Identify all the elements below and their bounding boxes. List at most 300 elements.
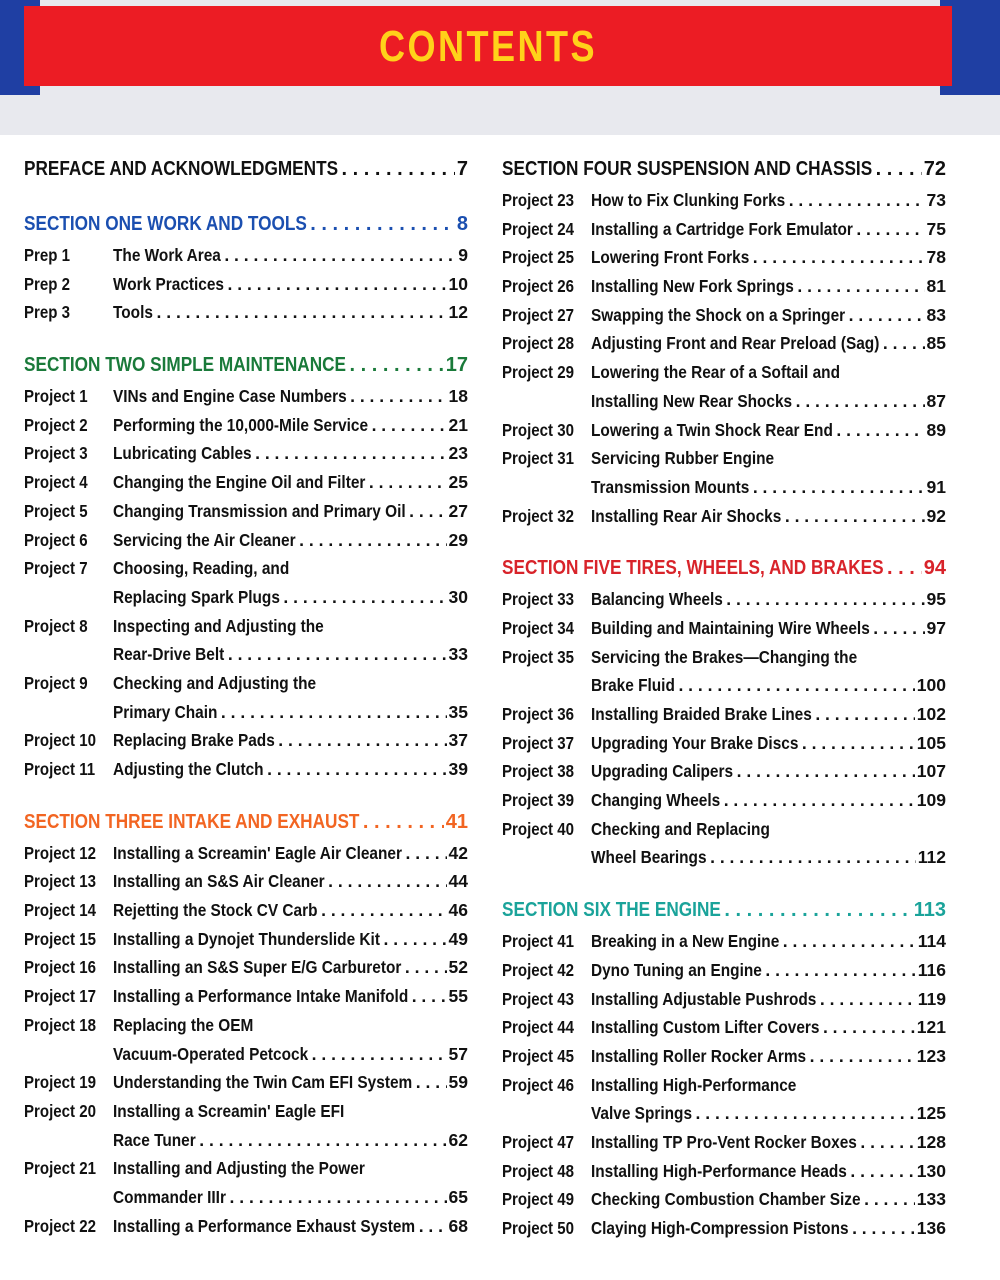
toc-entry-row[interactable] bbox=[502, 1157, 946, 1186]
entry-title: Choosing, Reading, and bbox=[113, 558, 290, 579]
entry-page: 109 bbox=[916, 790, 946, 811]
leader-dots bbox=[224, 241, 456, 270]
entry-page: 85 bbox=[926, 333, 946, 354]
toc-entry-row[interactable] bbox=[24, 612, 468, 641]
entry-title: Lowering the Rear of a Softail and bbox=[591, 362, 840, 383]
entry-number: Project 15 bbox=[24, 928, 96, 949]
header-banner bbox=[0, 0, 1000, 135]
entry-page: 136 bbox=[916, 1218, 946, 1238]
leader-dots bbox=[228, 270, 447, 299]
entry-page: 46 bbox=[448, 900, 468, 921]
toc-entry-row[interactable] bbox=[24, 468, 468, 497]
toc-entry-row[interactable] bbox=[24, 867, 468, 896]
entry-page: 49 bbox=[448, 928, 468, 949]
entry-number: Project 28 bbox=[502, 333, 574, 354]
section-page: 72 bbox=[923, 158, 946, 180]
right-sections bbox=[502, 152, 946, 1243]
entry-title: Lowering Front Forks bbox=[591, 247, 750, 268]
leader-dots bbox=[724, 786, 915, 815]
entry-page: 100 bbox=[916, 675, 946, 696]
entry-number: Project 35 bbox=[502, 646, 574, 667]
toc-entry-row[interactable] bbox=[502, 1185, 946, 1214]
leader-dots bbox=[416, 1068, 447, 1097]
leader-dots bbox=[363, 805, 444, 839]
entry-number: Project 43 bbox=[502, 988, 574, 1009]
toc-column-left bbox=[24, 152, 468, 1240]
leader-dots bbox=[310, 207, 455, 241]
entry-title: Installing New Rear Shocks bbox=[591, 390, 793, 411]
entry-title: Building and Maintaining Wire Wheels bbox=[591, 617, 870, 638]
entry-title: Installing High-Performance bbox=[591, 1074, 797, 1095]
leader-dots bbox=[765, 956, 915, 985]
toc-entry-row[interactable] bbox=[502, 444, 946, 473]
entry-number: Project 2 bbox=[24, 414, 88, 435]
leader-dots bbox=[342, 152, 455, 186]
section-page: 17 bbox=[445, 354, 468, 377]
entry-title: Upgrading Calipers bbox=[591, 761, 734, 782]
entry-title: Installing an S&S Super E/G Carburetor bbox=[113, 957, 402, 978]
entry-page: 123 bbox=[916, 1045, 946, 1066]
toc-entry-row[interactable] bbox=[502, 301, 946, 330]
entry-title: Installing a Dynojet Thunderslide Kit bbox=[113, 928, 380, 949]
toc-entry-row[interactable] bbox=[502, 329, 946, 358]
entry-page: 10 bbox=[448, 273, 468, 294]
section-heading-2[interactable] bbox=[24, 348, 468, 382]
toc-entry-row[interactable] bbox=[502, 473, 946, 502]
entry-title: Servicing the Air Cleaner bbox=[113, 529, 296, 550]
entry-page: 33 bbox=[448, 644, 468, 665]
entry-page: 62 bbox=[448, 1129, 468, 1150]
leader-dots bbox=[823, 1013, 915, 1042]
section-title: SECTION SIX THE ENGINE bbox=[502, 899, 721, 922]
toc-entry-row[interactable] bbox=[502, 700, 946, 729]
toc-entry-row[interactable] bbox=[24, 583, 468, 612]
entry-page: 105 bbox=[916, 732, 946, 753]
entry-title: Installing a Performance Intake Manifold bbox=[113, 986, 409, 1007]
toc-entry-row[interactable] bbox=[24, 1011, 468, 1040]
entry-number: Project 40 bbox=[502, 818, 574, 839]
leader-dots bbox=[696, 1099, 915, 1128]
toc-entry-row[interactable] bbox=[502, 1214, 946, 1243]
toc-entry-row[interactable] bbox=[24, 1068, 468, 1097]
entry-number: Project 46 bbox=[502, 1074, 574, 1095]
entry-page: 29 bbox=[448, 529, 468, 550]
banner-red-band bbox=[24, 6, 952, 86]
entry-number: Project 24 bbox=[502, 218, 574, 239]
toc-entry-row[interactable] bbox=[502, 671, 946, 700]
entry-page: 68 bbox=[448, 1215, 468, 1236]
toc-entry-row[interactable] bbox=[24, 497, 468, 526]
section-title: SECTION THREE INTAKE AND EXHAUST bbox=[24, 810, 360, 833]
toc-entry-row[interactable] bbox=[24, 439, 468, 468]
entry-number: Prep 3 bbox=[24, 302, 71, 323]
leader-dots bbox=[350, 348, 444, 382]
entry-number: Project 33 bbox=[502, 589, 574, 610]
leader-dots bbox=[883, 329, 925, 358]
entry-title: Inspecting and Adjusting the bbox=[113, 615, 324, 636]
leader-dots bbox=[221, 698, 447, 727]
entry-title: Installing New Fork Springs bbox=[591, 276, 794, 297]
entry-title: Rear-Drive Belt bbox=[113, 644, 225, 665]
section-page: 8 bbox=[456, 213, 468, 235]
leader-dots bbox=[409, 497, 446, 526]
leader-dots bbox=[228, 640, 447, 669]
toc-entry-row[interactable] bbox=[24, 1212, 468, 1241]
entry-number: Project 50 bbox=[502, 1218, 574, 1238]
leader-dots bbox=[328, 867, 446, 896]
toc-entry-row[interactable] bbox=[502, 1071, 946, 1100]
toc-entry-row[interactable] bbox=[502, 985, 946, 1014]
toc-entry-row[interactable] bbox=[502, 729, 946, 758]
toc-entry-row[interactable] bbox=[24, 839, 468, 868]
entry-title: Servicing the Brakes—Changing the bbox=[591, 646, 858, 667]
entry-title: The Work Area bbox=[113, 245, 221, 265]
entry-page: 42 bbox=[448, 842, 468, 863]
leader-dots bbox=[802, 729, 915, 758]
entry-title: Balancing Wheels bbox=[591, 589, 723, 610]
preface-heading[interactable] bbox=[24, 152, 468, 186]
leader-dots bbox=[789, 186, 925, 215]
section-heading-4[interactable] bbox=[502, 152, 946, 186]
entry-title: Tools bbox=[113, 302, 153, 323]
entry-number: Project 18 bbox=[24, 1014, 96, 1035]
toc-entry-row[interactable] bbox=[24, 896, 468, 925]
entry-page: 91 bbox=[926, 476, 946, 497]
leader-dots bbox=[820, 985, 916, 1014]
entry-number: Project 36 bbox=[502, 704, 574, 724]
leader-dots bbox=[412, 982, 447, 1011]
entry-title: Race Tuner bbox=[113, 1129, 196, 1150]
toc-entry-row[interactable] bbox=[502, 243, 946, 272]
entry-page: 133 bbox=[916, 1189, 946, 1210]
toc-entry-row[interactable] bbox=[502, 757, 946, 786]
entry-page: 59 bbox=[448, 1072, 468, 1093]
toc-column-right bbox=[502, 152, 946, 1243]
entry-title: Transmission Mounts bbox=[591, 476, 750, 497]
entry-page: 81 bbox=[926, 276, 946, 297]
page-title: CONTENTS bbox=[378, 22, 598, 71]
section-heading-5[interactable] bbox=[502, 551, 946, 585]
section-page: 94 bbox=[923, 557, 946, 580]
entry-page: 83 bbox=[926, 304, 946, 325]
entry-title: Understanding the Twin Cam EFI System bbox=[113, 1072, 413, 1093]
toc-entry-row[interactable] bbox=[24, 1097, 468, 1126]
entry-title: Changing Wheels bbox=[591, 790, 721, 811]
entry-page: 107 bbox=[916, 761, 946, 782]
entry-number: Project 10 bbox=[24, 730, 96, 751]
toc-entry-row[interactable] bbox=[502, 927, 946, 956]
entry-number: Project 17 bbox=[24, 986, 96, 1007]
leader-dots bbox=[737, 757, 915, 786]
entry-page: 44 bbox=[448, 871, 468, 892]
entry-number: Project 47 bbox=[502, 1131, 574, 1152]
leader-dots bbox=[864, 1185, 915, 1214]
entry-page: 9 bbox=[458, 245, 468, 265]
leader-dots bbox=[299, 526, 446, 555]
entry-title: Rejetting the Stock CV Carb bbox=[113, 900, 318, 921]
entry-page: 35 bbox=[448, 701, 468, 722]
entry-page: 65 bbox=[448, 1186, 468, 1207]
toc-entry-row[interactable] bbox=[502, 585, 946, 614]
toc-entry-row[interactable] bbox=[24, 411, 468, 440]
toc-entry-row[interactable] bbox=[24, 298, 468, 327]
entry-number: Project 37 bbox=[502, 732, 574, 753]
entry-page: 37 bbox=[448, 730, 468, 751]
entry-number: Project 1 bbox=[24, 386, 88, 407]
entry-title: Checking and Adjusting the bbox=[113, 672, 317, 693]
entry-title: Installing TP Pro-Vent Rocker Boxes bbox=[591, 1131, 857, 1152]
section-heading-6[interactable] bbox=[502, 893, 946, 927]
entry-title: Work Practices bbox=[113, 273, 225, 294]
toc-entry-row[interactable] bbox=[24, 241, 468, 270]
entry-page: 89 bbox=[926, 419, 946, 440]
toc-entry-row[interactable] bbox=[502, 387, 946, 416]
entry-title: Changing the Engine Oil and Filter bbox=[113, 472, 366, 493]
entry-title: Checking Combustion Chamber Size bbox=[591, 1189, 861, 1210]
entry-title: Changing Transmission and Primary Oil bbox=[113, 500, 406, 521]
entry-page: 128 bbox=[916, 1131, 946, 1152]
entry-page: 119 bbox=[917, 988, 946, 1009]
entry-title: Performing the 10,000-Mile Service bbox=[113, 414, 369, 435]
entry-page: 78 bbox=[926, 247, 946, 268]
entry-page: 92 bbox=[926, 505, 946, 526]
leader-dots bbox=[199, 1126, 446, 1155]
toc-entry-row[interactable] bbox=[24, 1183, 468, 1212]
entry-page: 75 bbox=[926, 218, 946, 239]
entry-page: 73 bbox=[926, 190, 946, 210]
entry-page: 125 bbox=[916, 1103, 946, 1124]
section-heading-1[interactable] bbox=[24, 207, 468, 241]
leader-dots bbox=[753, 243, 925, 272]
entry-number: Project 8 bbox=[24, 615, 88, 636]
entry-number: Project 45 bbox=[502, 1045, 574, 1066]
toc-entry-row[interactable] bbox=[24, 1126, 468, 1155]
entry-number: Project 48 bbox=[502, 1160, 574, 1181]
entry-number: Project 44 bbox=[502, 1017, 574, 1038]
toc-entry-row[interactable] bbox=[24, 698, 468, 727]
entry-title: Replacing Spark Plugs bbox=[113, 586, 280, 607]
section-title: SECTION FOUR SUSPENSION AND CHASSIS bbox=[502, 158, 873, 180]
toc-entry-row[interactable] bbox=[502, 1099, 946, 1128]
entry-title: Breaking in a New Engine bbox=[591, 931, 780, 952]
entry-title: Replacing Brake Pads bbox=[113, 730, 275, 751]
toc-entry-row[interactable] bbox=[24, 1154, 468, 1183]
entry-page: 39 bbox=[448, 759, 468, 779]
entry-number: Project 12 bbox=[24, 842, 96, 863]
entry-number: Project 41 bbox=[502, 931, 574, 952]
entry-number: Project 11 bbox=[24, 759, 96, 779]
section-heading-3[interactable] bbox=[24, 805, 468, 839]
leader-dots bbox=[876, 152, 922, 186]
leader-dots bbox=[312, 1040, 447, 1069]
entry-number: Project 32 bbox=[502, 505, 574, 526]
leader-dots bbox=[815, 700, 914, 729]
entry-number: Project 42 bbox=[502, 959, 574, 980]
leader-dots bbox=[852, 1214, 915, 1243]
leader-dots bbox=[405, 953, 447, 982]
entry-number: Project 7 bbox=[24, 558, 88, 579]
entry-number: Project 16 bbox=[24, 957, 96, 978]
entry-page: 18 bbox=[448, 386, 468, 407]
leader-dots bbox=[350, 382, 446, 411]
entry-title: Installing a Performance Exhaust System bbox=[113, 1215, 416, 1236]
entry-title: Installing Braided Brake Lines bbox=[591, 704, 812, 724]
leader-dots bbox=[849, 301, 925, 330]
entry-title: Checking and Replacing bbox=[591, 818, 770, 839]
entry-title: Brake Fluid bbox=[591, 675, 675, 696]
leader-dots bbox=[785, 502, 925, 531]
leader-dots bbox=[710, 843, 916, 872]
section-page: 113 bbox=[913, 899, 946, 922]
toc-entry-row[interactable] bbox=[502, 643, 946, 672]
leader-dots bbox=[278, 726, 446, 755]
toc-entry-row[interactable] bbox=[502, 843, 946, 872]
leader-dots bbox=[860, 1128, 914, 1157]
preface-page: 7 bbox=[456, 158, 468, 180]
toc-entry-row[interactable] bbox=[502, 358, 946, 387]
section-title: SECTION FIVE TIRES, WHEELS, AND BRAKES bbox=[502, 557, 884, 580]
entry-title: Installing Custom Lifter Covers bbox=[591, 1017, 820, 1038]
entry-title: Vacuum-Operated Petcock bbox=[113, 1043, 309, 1064]
leader-dots bbox=[267, 755, 446, 784]
entry-title: Servicing Rubber Engine bbox=[591, 448, 775, 469]
leader-dots bbox=[797, 272, 924, 301]
entry-title: Installing a Cartridge Fork Emulator bbox=[591, 218, 853, 239]
leader-dots bbox=[157, 298, 447, 327]
leader-dots bbox=[850, 1157, 914, 1186]
entry-number: Project 38 bbox=[502, 761, 574, 782]
entry-title: Primary Chain bbox=[113, 701, 218, 722]
left-sections bbox=[24, 207, 468, 1240]
entry-page: 12 bbox=[448, 302, 468, 323]
leader-dots bbox=[724, 893, 911, 927]
leader-dots bbox=[372, 411, 447, 440]
entry-number: Project 21 bbox=[24, 1158, 96, 1179]
leader-dots bbox=[887, 551, 922, 585]
toc-entry-row[interactable] bbox=[24, 726, 468, 755]
entry-number: Project 20 bbox=[24, 1100, 96, 1121]
toc-entry-row[interactable] bbox=[502, 502, 946, 531]
entry-page: 102 bbox=[916, 704, 946, 724]
toc-entry-row[interactable] bbox=[502, 416, 946, 445]
entry-title: Commander IIIr bbox=[113, 1186, 226, 1207]
entry-page: 114 bbox=[917, 931, 946, 952]
entry-title: Installing High-Performance Heads bbox=[591, 1160, 847, 1181]
entry-page: 25 bbox=[448, 472, 468, 493]
toc-entry-row[interactable] bbox=[502, 1013, 946, 1042]
entry-number: Project 19 bbox=[24, 1072, 96, 1093]
section-title: SECTION TWO SIMPLE MAINTENANCE bbox=[24, 354, 347, 377]
toc-entry-row[interactable] bbox=[24, 1040, 468, 1069]
leader-dots bbox=[369, 468, 447, 497]
toc-entry-row[interactable] bbox=[24, 669, 468, 698]
toc-entry-row[interactable] bbox=[24, 382, 468, 411]
entry-page: 112 bbox=[917, 847, 946, 868]
entry-number: Prep 1 bbox=[24, 245, 71, 265]
toc-entry-row[interactable] bbox=[502, 956, 946, 985]
toc-entry-row[interactable] bbox=[24, 953, 468, 982]
preface-title: PREFACE AND ACKNOWLEDGMENTS bbox=[24, 158, 339, 180]
entry-title: Upgrading Your Brake Discs bbox=[591, 732, 799, 753]
entry-title: Lowering a Twin Shock Rear End bbox=[591, 419, 833, 440]
toc-entry-row[interactable] bbox=[502, 1042, 946, 1071]
leader-dots bbox=[856, 215, 924, 244]
entry-number: Prep 2 bbox=[24, 273, 71, 294]
entry-number: Project 23 bbox=[502, 190, 574, 210]
entry-number: Project 39 bbox=[502, 790, 574, 811]
entry-page: 97 bbox=[926, 617, 946, 638]
toc-entry-row[interactable] bbox=[24, 526, 468, 555]
entry-title: Installing a Screamin' Eagle EFI bbox=[113, 1100, 345, 1121]
toc-entry-row[interactable] bbox=[24, 640, 468, 669]
toc-entry-row[interactable] bbox=[502, 186, 946, 215]
entry-title: Swapping the Shock on a Springer bbox=[591, 304, 846, 325]
entry-page: 87 bbox=[926, 390, 946, 411]
entry-number: Project 4 bbox=[24, 472, 88, 493]
leader-dots bbox=[796, 387, 925, 416]
leader-dots bbox=[726, 585, 924, 614]
entry-page: 121 bbox=[916, 1017, 946, 1038]
toc-entry-row[interactable] bbox=[502, 215, 946, 244]
entry-number: Project 26 bbox=[502, 276, 574, 297]
leader-dots bbox=[283, 583, 446, 612]
entry-page: 27 bbox=[448, 500, 468, 521]
leader-dots bbox=[406, 839, 447, 868]
leader-dots bbox=[873, 614, 924, 643]
toc-entry-row[interactable] bbox=[24, 755, 468, 784]
entry-number: Project 13 bbox=[24, 871, 96, 892]
entry-number: Project 22 bbox=[24, 1215, 96, 1236]
entry-number: Project 49 bbox=[502, 1189, 574, 1210]
entry-number: Project 14 bbox=[24, 900, 96, 921]
entry-title: VINs and Engine Case Numbers bbox=[113, 386, 347, 407]
toc-entry-row[interactable] bbox=[502, 272, 946, 301]
leader-dots bbox=[230, 1183, 447, 1212]
entry-number: Project 27 bbox=[502, 304, 574, 325]
entry-page: 130 bbox=[916, 1160, 946, 1181]
toc-entry-row[interactable] bbox=[24, 925, 468, 954]
entry-page: 57 bbox=[448, 1043, 468, 1064]
toc-entry-row[interactable] bbox=[24, 554, 468, 583]
toc-entry-row[interactable] bbox=[502, 614, 946, 643]
entry-page: 21 bbox=[448, 414, 468, 435]
section-title: SECTION ONE WORK AND TOOLS bbox=[24, 213, 307, 235]
entry-title: Replacing the OEM bbox=[113, 1014, 254, 1035]
entry-number: Project 3 bbox=[24, 443, 88, 464]
entry-page: 55 bbox=[448, 986, 468, 1007]
entry-title: Adjusting the Clutch bbox=[113, 759, 264, 779]
entry-page: 30 bbox=[448, 586, 468, 607]
leader-dots bbox=[255, 439, 446, 468]
entry-title: Installing Rear Air Shocks bbox=[591, 505, 782, 526]
entry-title: Lubricating Cables bbox=[113, 443, 252, 464]
entry-title: Wheel Bearings bbox=[591, 847, 707, 868]
leader-dots bbox=[678, 671, 914, 700]
section-page: 41 bbox=[445, 810, 468, 833]
entry-title: How to Fix Clunking Forks bbox=[591, 190, 786, 210]
entry-title: Installing an S&S Air Cleaner bbox=[113, 871, 325, 892]
entry-title: Installing Roller Rocker Arms bbox=[591, 1045, 807, 1066]
toc-entry-row[interactable] bbox=[24, 270, 468, 299]
entry-title: Adjusting Front and Rear Preload (Sag) bbox=[591, 333, 880, 354]
toc-entry-row[interactable] bbox=[502, 1128, 946, 1157]
entry-number: Project 30 bbox=[502, 419, 574, 440]
leader-dots bbox=[810, 1042, 915, 1071]
entry-number: Project 9 bbox=[24, 672, 88, 693]
toc-entry-row[interactable] bbox=[24, 982, 468, 1011]
toc-entry-row[interactable] bbox=[502, 815, 946, 844]
toc-entry-row[interactable] bbox=[502, 786, 946, 815]
